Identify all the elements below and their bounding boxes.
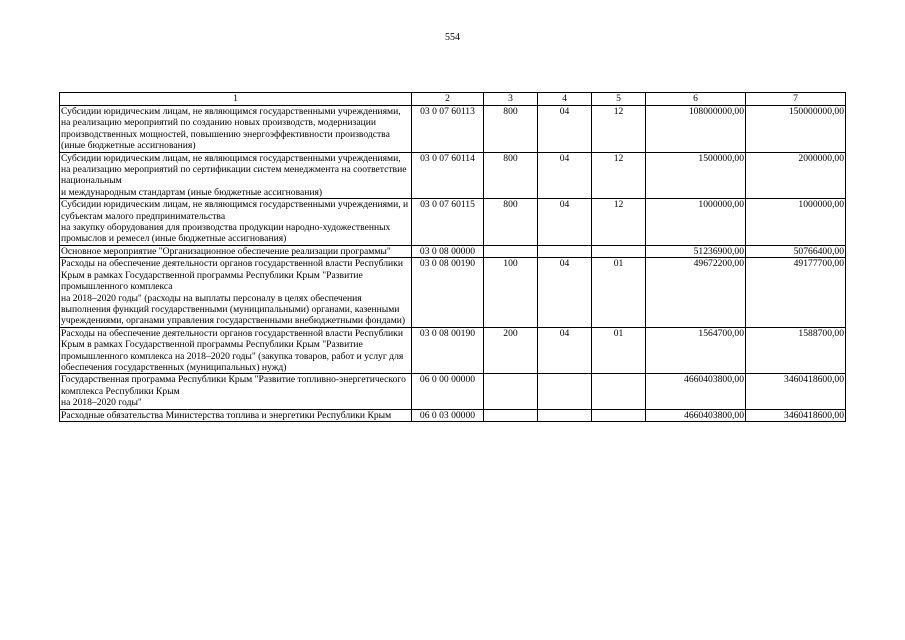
target-article-code: 03 0 07 60114 [412,152,484,199]
section-code: 04 [538,327,592,374]
section-code [538,409,592,421]
expense-type-code: 800 [484,152,538,199]
target-article-code: 03 0 08 00000 [412,245,484,257]
amount-column-6: 108000000,00 [646,106,746,153]
amount-column-7: 3460418600,00 [746,409,846,421]
row-description: Государственная программа Республики Крым "Развитие топливно-энергетического комплекса Республики Крым на 2018–2020 годы" [60,374,412,409]
column-header: 3 [484,93,538,106]
budget-table [59,92,846,422]
section-code: 04 [538,106,592,153]
table-row [60,152,846,199]
expense-type-code [484,409,538,421]
table-row [60,374,846,409]
column-header: 1 [60,93,412,106]
row-description: Субсидии юридическим лицам, не являющимся государственными учреждениями, и субъектам малого предпринимательства на закупку оборудования для производства продукции народно-художественных промыслов и ремесел (иные бюджетные ассигнования) [60,199,412,246]
subsection-code [592,245,646,257]
subsection-code: 12 [592,152,646,199]
column-header: 6 [646,93,746,106]
section-code: 04 [538,199,592,246]
amount-column-6: 51236900,00 [646,245,746,257]
subsection-code: 01 [592,327,646,374]
table-row [60,245,846,257]
amount-column-6: 1564700,00 [646,327,746,374]
section-code: 04 [538,152,592,199]
subsection-code [592,409,646,421]
table-row [60,327,846,374]
amount-column-6: 49672200,00 [646,258,746,327]
amount-column-6: 1000000,00 [646,199,746,246]
column-header: 2 [412,93,484,106]
expense-type-code: 800 [484,106,538,153]
column-header: 7 [746,93,846,106]
target-article-code: 03 0 08 00190 [412,258,484,327]
expense-type-code [484,374,538,409]
amount-column-7: 150000000,00 [746,106,846,153]
subsection-code [592,374,646,409]
target-article-code: 03 0 07 60113 [412,106,484,153]
subsection-code: 01 [592,258,646,327]
table-row [60,106,846,153]
amount-column-6: 4660403800,00 [646,374,746,409]
subsection-code: 12 [592,199,646,246]
target-article-code: 03 0 07 60115 [412,199,484,246]
table-row [60,409,846,421]
section-code [538,245,592,257]
table-row [60,258,846,327]
expense-type-code: 100 [484,258,538,327]
row-description: Субсидии юридическим лицам, не являющимся государственными учреждениями, на реализацию мероприятий по сертификации систем менеджмента на соответствие национальным и международным стандартам (иные бюджетные ассигнования) [60,152,412,199]
target-article-code: 06 0 00 00000 [412,374,484,409]
amount-column-7: 3460418600,00 [746,374,846,409]
section-code: 04 [538,258,592,327]
subsection-code: 12 [592,106,646,153]
amount-column-7: 50766400,00 [746,245,846,257]
target-article-code: 03 0 08 00190 [412,327,484,374]
expense-type-code: 200 [484,327,538,374]
page-number: 554 [445,32,460,43]
amount-column-7: 1588700,00 [746,327,846,374]
expense-type-code [484,245,538,257]
column-header: 4 [538,93,592,106]
amount-column-6: 4660403800,00 [646,409,746,421]
amount-column-7: 1000000,00 [746,199,846,246]
row-description: Основное мероприятие "Организационное обеспечение реализации программы" [60,245,412,257]
header-row [60,93,846,106]
amount-column-6: 1500000,00 [646,152,746,199]
table-row [60,199,846,246]
row-description: Расходные обязательства Министерства топлива и энергетики Республики Крым [60,409,412,421]
target-article-code: 06 0 03 00000 [412,409,484,421]
row-description: Субсидии юридическим лицам, не являющимся государственными учреждениями, на реализацию мероприятий по созданию новых производств, модернизации производственных мощностей, повышению энергоэффективности производства (иные бюджетные ассигнования) [60,106,412,153]
expense-type-code: 800 [484,199,538,246]
amount-column-7: 2000000,00 [746,152,846,199]
section-code [538,374,592,409]
row-description: Расходы на обеспечение деятельности органов государственной власти Республики Крым в рамках Государственной программы Республики Крым "Развитие промышленного комплекса на 2018–2020 годы" (закупка товаров, работ и услуг для обеспечения государственных (муниципальных) нужд) [60,327,412,374]
amount-column-7: 49177700,00 [746,258,846,327]
row-description: Расходы на обеспечение деятельности органов государственной власти Республики Крым в рамках Государственной программы Республики Крым "Развитие промышленного комплекса на 2018–2020 годы" (расходы на выплаты персоналу в целях обеспечения выполнения функций государственными (муниципальными) органами, казенными учреждениями, органами управления государственными внебюджетными фондами) [60,258,412,327]
column-header: 5 [592,93,646,106]
